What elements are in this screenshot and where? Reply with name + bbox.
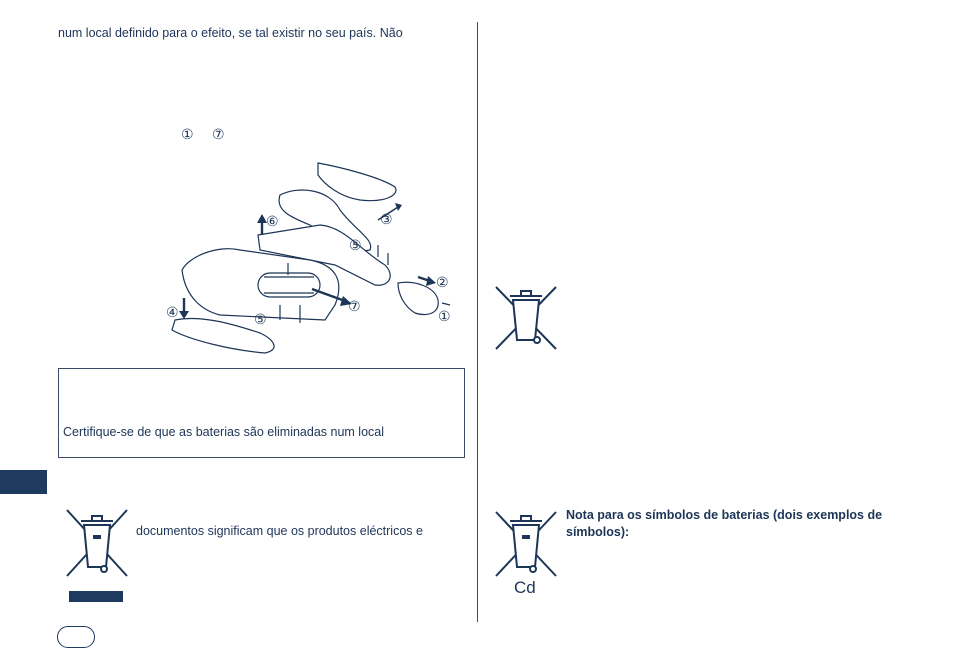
battery-notice-text: Certifique-se de que as baterias são eliminadas num local (63, 425, 385, 439)
cd-label: Cd (514, 578, 536, 597)
crossed-bin-icon (64, 507, 130, 579)
body-text-line: num local definido para o efeito, se tal existir no seu país. Não (58, 26, 403, 40)
crossed-bin-icon (493, 284, 559, 352)
battery-note-title: Nota para os símbolos de baterias (dois exemplos de símbolos): (566, 508, 883, 539)
disassembly-diagram (160, 155, 465, 360)
callout-4: ④ (166, 304, 179, 320)
callout-1: ① (438, 308, 451, 324)
battery-notice-box (58, 368, 465, 458)
callout-5-upper: ⑤ (349, 237, 362, 253)
symbol-underbar (69, 591, 123, 602)
callout-5-lower: ⑤ (254, 311, 267, 327)
callout-7: ⑦ (348, 298, 361, 314)
page-marker-oval (57, 626, 95, 648)
callout-6: ⑥ (266, 213, 279, 229)
callout-2: ② (436, 274, 449, 290)
crossed-bin-battery-icon (493, 509, 559, 579)
callout-3: ③ (380, 211, 393, 227)
column-divider (477, 22, 478, 622)
section-tab (0, 470, 47, 494)
step-to-marker: ⑦ (212, 126, 225, 142)
symbol-caption: documentos significam que os produtos eléctricos e (136, 524, 423, 538)
step-from-marker: ① (181, 126, 194, 142)
